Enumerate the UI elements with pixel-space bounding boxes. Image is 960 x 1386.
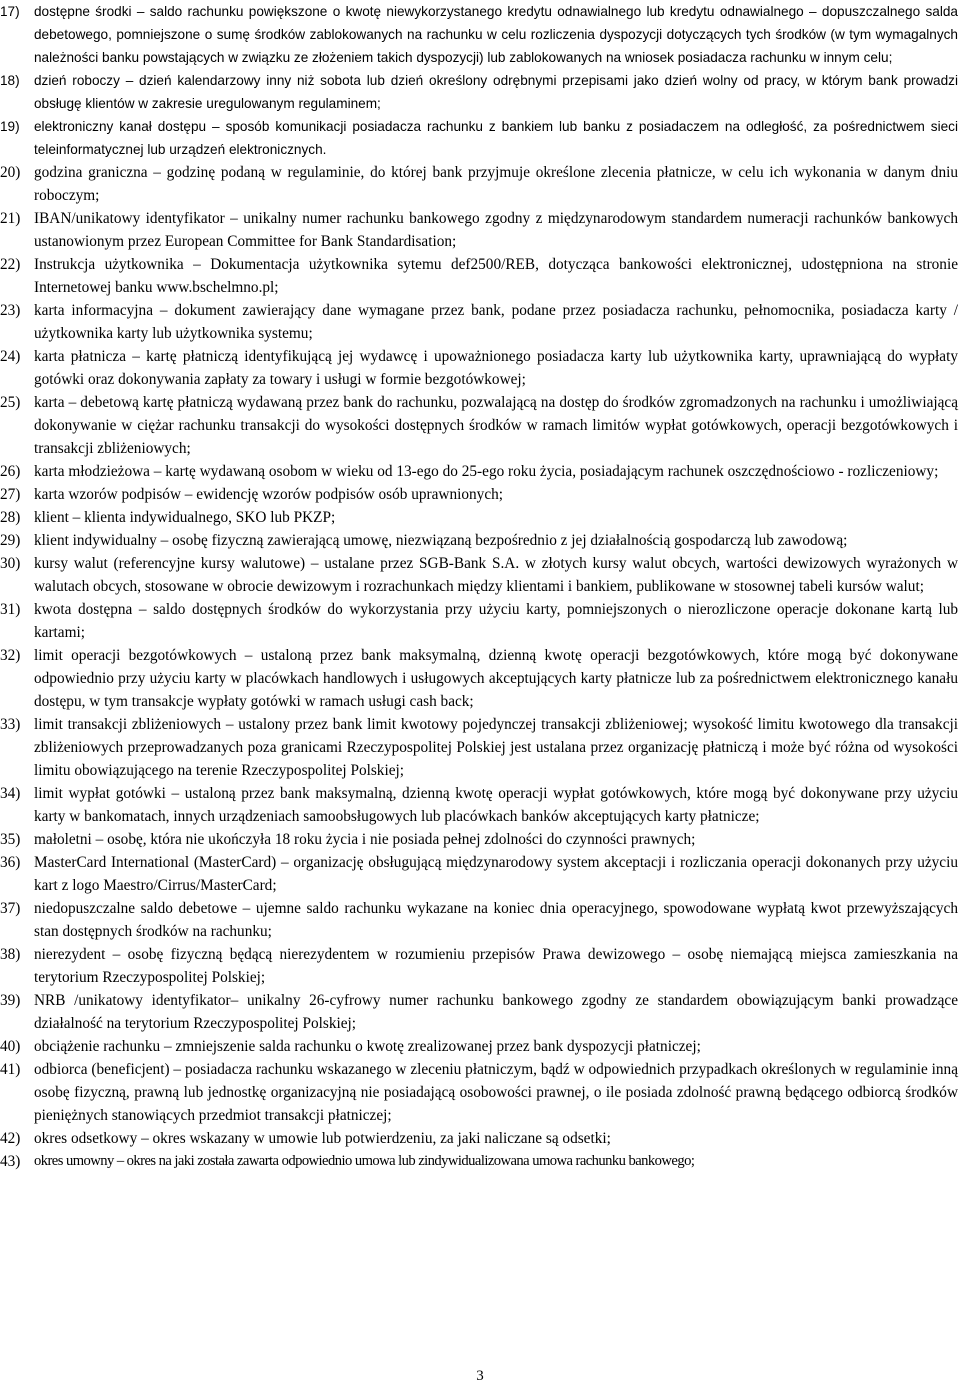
definition-text: limit wypłat gotówki – ustaloną przez bank maksymalną, dzienną kwotę operacji wypłat gotówkowych, które mogą być dokonywane przy użyciu karty w bankomatach, innych urządzeniach samoobsługowych lub placówkach banków akceptujących karty płatnicze;: [34, 785, 958, 825]
definition-number: 30): [0, 555, 21, 572]
definition-number: 29): [0, 532, 21, 549]
definition-number: 32): [0, 647, 21, 664]
definition-number: 42): [0, 1130, 21, 1147]
definition-text: odbiorca (beneficjent) – posiadacza rachunku wskazanego w zleceniu płatniczym, bądź w odpowiednich przypadkach określonych w regulaminie inną osobę fizyczną, prawną lub jednostkę organizacyjną nie posiadającą osobowości prawnej, o ile posiada zdolność prawną będącego odbiorcą środków pieniężnych stanowiących przedmiot transakcji płatniczej;: [34, 1061, 958, 1124]
definition-number: 18): [0, 73, 20, 88]
definition-text: elektroniczny kanał dostępu – sposób komunikacji posiadacza rachunku z bankiem lub banku z posiadaczem na odległość, za pośrednictwem sieci teleinformatycznej lub urządzeń elektronicznych.: [34, 119, 958, 157]
definition-item: [0, 828, 958, 851]
definition-text: okres umowny – okres na jaki została zawarta odpowiednio umowa lub zindywidualizowana umowa rachunku bankowego;: [34, 1153, 695, 1169]
definition-text: karta informacyjna – dokument zawierający dane wymagane przez bank, podane przez posiadacza rachunku, pełnomocnika, posiadacza karty / użytkownika karty lub użytkownika systemu;: [34, 302, 958, 342]
definition-text: dostępne środki – saldo rachunku powiększone o kwotę niewykorzystanego kredytu odnawialnego lub kredytu odnawialnego – dopuszczalnego salda debetowego, pomniejszone o sumę środków zablokowanych na rachunku w celu rozliczenia dyspozycji dotyczących tych środków (w tym wymagalnych należności banku powstających w związku ze złożeniem takich dyspozycji) lub zablokowanych na wniosek posiadacza rachunku w innym celu;: [34, 4, 958, 65]
definition-text: karta płatnicza – kartę płatniczą identyfikującą jej wydawcę i upoważnionego posiadacza karty lub użytkownika karty, uprawniającą do wypłaty gotówki oraz dokonywania zapłaty za towary i usługi w formie bezgotówkowej;: [34, 348, 958, 388]
definition-number: 39): [0, 992, 21, 1009]
definition-item: [0, 989, 958, 1035]
definition-text: godzina graniczna – godzinę podaną w regulaminie, do której bank przyjmuje określone zlecenia płatnicze, w celu ich wykonania w danym dniu roboczym;: [34, 164, 958, 204]
definition-text: Instrukcja użytkownika – Dokumentacja użytkownika sytemu def2500/REB, dotycząca bankowości elektronicznej, udostępniona na stronie Internetowej banku www.bschelmno.pl;: [34, 256, 958, 296]
definition-item: [0, 897, 958, 943]
definition-text: dzień roboczy – dzień kalendarzowy inny niż sobota lub dzień określony odrębnymi przepisami jako dzień wolny od pracy, w którym bank prowadzi obsługę klientów w zakresie uregulowanym regulaminem;: [34, 73, 958, 111]
definition-number: 43): [0, 1153, 21, 1170]
definition-item: [0, 782, 958, 828]
definition-text: limit operacji bezgotówkowych – ustaloną przez bank maksymalną, dzienną kwotę operacji bezgotówkowych, które mogą być dokonywane odpowiednio przy użyciu karty w placówkach handlowych i usługowych akceptujących karty płatnicze lub za pośrednictwem elektronicznego kanału dostępu, w tym transakcje wypłaty gotówki w ramach usługi cash back;: [34, 647, 958, 710]
definition-item: [0, 1035, 958, 1058]
definition-item: [0, 1058, 958, 1127]
definition-number: 24): [0, 348, 21, 365]
definition-text: nierezydent – osobę fizyczną będącą nierezydentem w rozumieniu przepisów Prawa dewizowego – osobę niemającą miejsca zamieszkania na terytorium Rzeczypospolitej Polskiej;: [34, 946, 958, 986]
definition-number: 40): [0, 1038, 21, 1055]
definition-item: [0, 529, 958, 552]
definition-item: [0, 69, 958, 115]
definition-number: 34): [0, 785, 21, 802]
definition-number: 17): [0, 4, 20, 19]
definition-number: 31): [0, 601, 21, 618]
definition-text: karta wzorów podpisów – ewidencję wzorów podpisów osób uprawnionych;: [34, 486, 504, 503]
definition-text: kwota dostępna – saldo dostępnych środków do wykorzystania przy użyciu karty, pomniejszonych o nierozliczone operacje dokonane kartą lub kartami;: [34, 601, 958, 641]
definition-number: 28): [0, 509, 21, 526]
definition-item: [0, 483, 958, 506]
definition-text: okres odsetkowy – okres wskazany w umowie lub potwierdzeniu, za jaki naliczane są odsetki;: [34, 1130, 611, 1147]
definition-text: MasterCard International (MasterCard) – organizację obsługującą międzynarodowy system akceptacji i rozliczania operacji dokonanych przy użyciu kart z logo Maestro/Cirrus/MasterCard;: [34, 854, 958, 894]
definition-item: [0, 391, 958, 460]
definition-text: klient indywidualny – osobę fizyczną zawierającą umowę, niezwiązaną bezpośrednio z jej działalnością gospodarczą lub zawodową;: [34, 532, 848, 549]
definition-number: 22): [0, 256, 21, 273]
definition-item: [0, 299, 958, 345]
definition-item: [0, 345, 958, 391]
definition-number: 23): [0, 302, 21, 319]
definition-number: 21): [0, 210, 21, 227]
definition-item: [0, 161, 958, 207]
definition-text: karta młodzieżowa – kartę wydawaną osobom w wieku od 13-ego do 25-ego roku życia, posiadającym rachunek oszczędnościowo - rozliczeniowy;: [34, 463, 939, 480]
definition-item: [0, 943, 958, 989]
definition-text: klient – klienta indywidualnego, SKO lub PKZP;: [34, 509, 336, 526]
definition-text: obciążenie rachunku – zmniejszenie salda rachunku o kwotę zrealizowanej przez bank dyspozycji płatniczej;: [34, 1038, 701, 1055]
definition-item: [0, 253, 958, 299]
definition-text: karta – debetową kartę płatniczą wydawaną przez bank do rachunku, pozwalającą na dostęp do środków zgromadzonych na rachunku i umożliwiającą dokonywanie w ciężar rachunku transakcji do wysokości dostępnych środków w ramach limitów wypłat gotówkowych, operacji bezgotówkowych i transakcji zbliżeniowych;: [34, 394, 958, 457]
definition-item: [0, 207, 958, 253]
definition-number: 35): [0, 831, 21, 848]
definition-text: małoletni – osobę, która nie ukończyła 18 roku życia i nie posiada pełnej zdolności do czynności prawnych;: [34, 831, 696, 848]
definition-number: 25): [0, 394, 21, 411]
definition-text: kursy walut (referencyjne kursy walutowe) – ustalane przez SGB-Bank S.A. w złotych kursy walut obcych, wartości dewizowych wyrażonych w walutach obcych, stosowane w obrocie dewizowym i rozrachunkach między klientami i bankiem, publikowane w stosownej tabeli kursów walut;: [34, 555, 958, 595]
definition-text: IBAN/unikatowy identyfikator – unikalny numer rachunku bankowego zgodny z międzynarodowym standardem numeracji rachunków bankowych ustanowionym przez European Committee for Bank Standardisation;: [34, 210, 958, 250]
definition-number: 33): [0, 716, 21, 733]
definition-item: [0, 598, 958, 644]
definition-item: [0, 0, 958, 69]
definition-number: 26): [0, 463, 21, 480]
definition-item: [0, 506, 958, 529]
definition-number: 19): [0, 119, 20, 134]
definition-text: niedopuszczalne saldo debetowe – ujemne saldo rachunku wykazane na koniec dnia operacyjnego, spowodowane wypłatą kwot przewyższających stan dostępnych środków na rachunku;: [34, 900, 958, 940]
definition-item: [0, 644, 958, 713]
definition-item: [0, 115, 958, 161]
definition-item: [0, 851, 958, 897]
page-number: 3: [476, 1368, 484, 1384]
definition-number: 27): [0, 486, 21, 503]
definition-text: NRB /unikatowy identyfikator– unikalny 26-cyfrowy numer rachunku bankowego zgodny ze standardem obowiązującym banki prowadzące działalność na terytorium Rzeczypospolitej Polskiej;: [34, 992, 958, 1032]
definition-item: [0, 460, 958, 483]
definition-number: 41): [0, 1061, 21, 1078]
definition-number: 36): [0, 854, 21, 871]
definition-item: [0, 1127, 958, 1150]
definition-text: limit transakcji zbliżeniowych – ustalony przez bank limit kwotowy pojedynczej transakcji zbliżeniowej; wysokość limitu kwotowego dla transakcji zbliżeniowych przeprowadzanych poza granicami Rzeczypospolitej Polskiej jest ustalana przez organizację płatniczą i może być różna od wysokości limitu obowiązującego na terenie Rzeczypospolitej Polskiej;: [34, 716, 958, 779]
definition-number: 37): [0, 900, 21, 917]
definition-number: 38): [0, 946, 21, 963]
definition-item: [0, 713, 958, 782]
definition-number: 20): [0, 164, 21, 181]
definition-item: [0, 552, 958, 598]
definition-item: [0, 1150, 958, 1173]
